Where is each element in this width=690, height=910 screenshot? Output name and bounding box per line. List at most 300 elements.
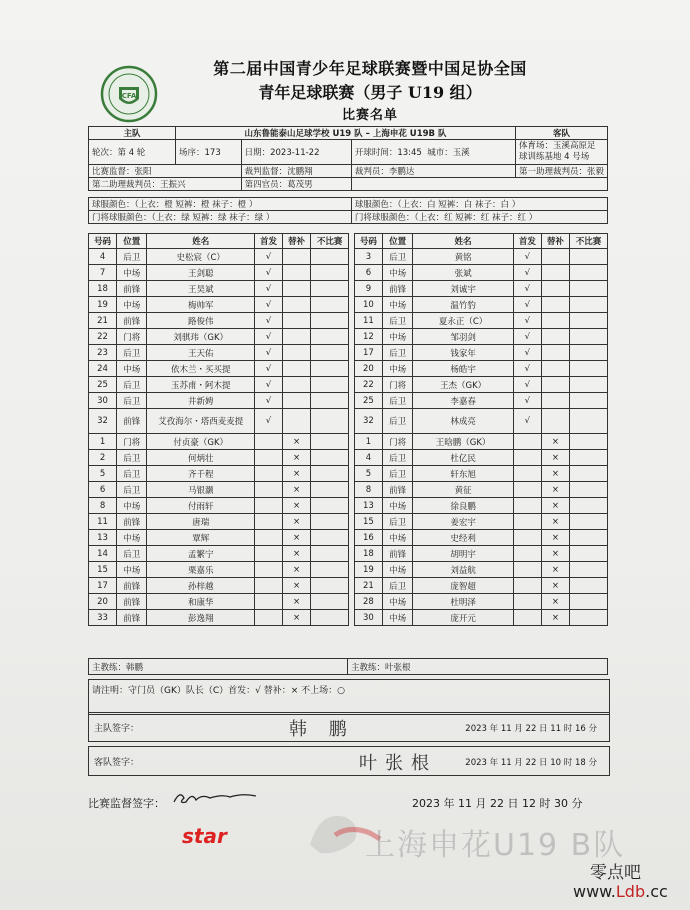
sub-mark: × bbox=[541, 482, 569, 498]
player-position: 前锋 bbox=[382, 546, 412, 562]
sub-mark: × bbox=[541, 546, 569, 562]
player-name: 徐良鹏 bbox=[413, 498, 513, 514]
player-position: 前锋 bbox=[382, 281, 412, 297]
starter-mark: √ bbox=[513, 313, 541, 329]
sub-mark bbox=[541, 345, 569, 361]
absent-mark bbox=[569, 329, 607, 345]
sub-mark: × bbox=[283, 594, 311, 610]
player-position: 后卫 bbox=[382, 450, 412, 466]
home-signature: 韩 鹏 bbox=[289, 719, 355, 740]
absent-mark bbox=[569, 345, 607, 361]
col-out: 不比赛 bbox=[311, 234, 349, 249]
player-position: 中场 bbox=[382, 610, 412, 626]
player-number: 15 bbox=[89, 562, 117, 578]
player-position: 前锋 bbox=[117, 610, 147, 626]
away-gk-kit-colors: 门将球服颜色：（上衣：红 短裤：红 袜子：红 ） bbox=[351, 211, 607, 224]
player-number: 5 bbox=[89, 466, 117, 482]
sub-mark bbox=[283, 393, 311, 409]
table-row bbox=[89, 610, 608, 626]
match-teams: 山东鲁能泰山足球学校 U19 队 – 上海申花 U19B 队 bbox=[176, 127, 516, 140]
starter-mark: √ bbox=[254, 361, 282, 377]
absent-mark bbox=[569, 281, 607, 297]
sub-mark bbox=[541, 361, 569, 377]
starter-mark bbox=[254, 466, 282, 482]
absent-mark bbox=[569, 361, 607, 377]
player-position: 后卫 bbox=[117, 482, 147, 498]
player-number: 1 bbox=[354, 434, 382, 450]
starter-mark bbox=[254, 434, 282, 450]
cfa-emblem-icon bbox=[100, 65, 158, 123]
site-url[interactable] bbox=[573, 882, 668, 901]
sub-mark: × bbox=[283, 450, 311, 466]
absent-mark bbox=[311, 562, 349, 578]
col-name: 姓名 bbox=[147, 234, 255, 249]
player-position: 中场 bbox=[382, 498, 412, 514]
player-number: 8 bbox=[89, 498, 117, 514]
sub-mark: × bbox=[283, 434, 311, 450]
player-position: 中场 bbox=[382, 329, 412, 345]
absent-mark bbox=[569, 514, 607, 530]
player-position: 中场 bbox=[117, 297, 147, 313]
starter-mark: √ bbox=[513, 281, 541, 297]
sub-mark bbox=[283, 249, 311, 265]
player-position: 中场 bbox=[117, 562, 147, 578]
sub-mark bbox=[541, 409, 569, 434]
player-name: 依木兰・买买提 bbox=[147, 361, 255, 377]
sub-mark bbox=[541, 281, 569, 297]
absent-mark bbox=[311, 498, 349, 514]
player-number: 3 bbox=[354, 249, 382, 265]
home-signature-box bbox=[88, 712, 610, 742]
player-number: 17 bbox=[354, 345, 382, 361]
sub-mark: × bbox=[283, 514, 311, 530]
absent-mark bbox=[569, 562, 607, 578]
absent-mark bbox=[311, 377, 349, 393]
starter-mark bbox=[254, 530, 282, 546]
table-row bbox=[89, 361, 608, 377]
starter-mark bbox=[513, 530, 541, 546]
starter-mark: √ bbox=[254, 313, 282, 329]
absent-mark bbox=[569, 594, 607, 610]
col-pos: 位置 bbox=[117, 234, 147, 249]
absent-mark bbox=[569, 409, 607, 434]
sub-mark: × bbox=[283, 482, 311, 498]
absent-mark bbox=[569, 466, 607, 482]
sub-mark bbox=[283, 361, 311, 377]
player-number: 32 bbox=[354, 409, 382, 434]
player-position: 后卫 bbox=[382, 578, 412, 594]
starter-mark bbox=[513, 562, 541, 578]
player-name: 杜明泽 bbox=[413, 594, 513, 610]
player-position: 中场 bbox=[382, 562, 412, 578]
starter-mark bbox=[254, 514, 282, 530]
player-name: 夏永正（C） bbox=[413, 313, 513, 329]
absent-mark bbox=[569, 297, 607, 313]
starter-mark: √ bbox=[513, 297, 541, 313]
starter-mark bbox=[513, 498, 541, 514]
venue-line-2: 球训练基地 4 号场 bbox=[518, 152, 590, 162]
starter-mark bbox=[254, 498, 282, 514]
table-row bbox=[89, 249, 608, 265]
absent-mark bbox=[569, 610, 607, 626]
player-number: 4 bbox=[354, 450, 382, 466]
player-number: 20 bbox=[89, 594, 117, 610]
player-name: 庞开元 bbox=[413, 610, 513, 626]
fourth-official: 第四官员：葛茂男 bbox=[241, 178, 351, 191]
player-position: 中场 bbox=[382, 361, 412, 377]
site-name: 零点吧 bbox=[590, 863, 641, 883]
starter-mark: √ bbox=[254, 377, 282, 393]
table-row bbox=[89, 265, 608, 281]
player-position: 门将 bbox=[382, 377, 412, 393]
sub-mark bbox=[541, 393, 569, 409]
sub-mark: × bbox=[541, 514, 569, 530]
absent-mark bbox=[311, 450, 349, 466]
starter-mark bbox=[513, 546, 541, 562]
sub-mark bbox=[541, 313, 569, 329]
starter-mark bbox=[513, 466, 541, 482]
star-brand-text: star bbox=[182, 825, 227, 847]
sub-mark: × bbox=[541, 466, 569, 482]
player-number: 19 bbox=[89, 297, 117, 313]
starter-mark bbox=[513, 578, 541, 594]
player-name: 林成亮 bbox=[413, 409, 513, 434]
col-start: 首发 bbox=[513, 234, 541, 249]
player-number: 6 bbox=[354, 265, 382, 281]
sub-mark: × bbox=[283, 498, 311, 514]
away-signature-box bbox=[88, 746, 610, 776]
site-url-prefix: www. bbox=[573, 882, 616, 901]
col-pos: 位置 bbox=[382, 234, 412, 249]
table-row bbox=[89, 393, 608, 409]
table-row bbox=[89, 482, 608, 498]
sub-mark: × bbox=[283, 466, 311, 482]
starter-mark: √ bbox=[513, 361, 541, 377]
supervisor-signature bbox=[170, 788, 260, 808]
absent-mark bbox=[311, 434, 349, 450]
player-name: 钱家年 bbox=[413, 345, 513, 361]
player-position: 前锋 bbox=[382, 482, 412, 498]
player-number: 4 bbox=[89, 249, 117, 265]
starter-mark bbox=[254, 450, 282, 466]
absent-mark bbox=[311, 530, 349, 546]
player-position: 后卫 bbox=[382, 393, 412, 409]
absent-mark bbox=[311, 578, 349, 594]
player-position: 门将 bbox=[117, 434, 147, 450]
player-number: 13 bbox=[354, 498, 382, 514]
sub-mark: × bbox=[541, 434, 569, 450]
table-row bbox=[89, 434, 608, 450]
match-number: 场序：173 bbox=[176, 140, 242, 165]
player-name: 邹羽剑 bbox=[413, 329, 513, 345]
sub-mark bbox=[283, 329, 311, 345]
sub-mark: × bbox=[541, 498, 569, 514]
starter-mark: √ bbox=[254, 265, 282, 281]
sub-mark bbox=[541, 297, 569, 313]
site-url-suffix: .cc bbox=[645, 882, 668, 901]
starter-mark: √ bbox=[254, 281, 282, 297]
sub-mark: × bbox=[283, 546, 311, 562]
player-name: 史经利 bbox=[413, 530, 513, 546]
referee: 裁判员：李鹏达 bbox=[351, 165, 515, 178]
col-num: 号码 bbox=[354, 234, 382, 249]
absent-mark bbox=[311, 313, 349, 329]
player-number: 25 bbox=[89, 377, 117, 393]
absent-mark bbox=[569, 313, 607, 329]
player-position: 前锋 bbox=[117, 281, 147, 297]
player-number: 11 bbox=[89, 514, 117, 530]
home-gk-kit-colors: 门将球服颜色：（上衣：绿 短裤：绿 袜子：绿 ） bbox=[89, 211, 352, 224]
away-signature-label: 客队签字： bbox=[94, 758, 140, 768]
sub-mark bbox=[283, 281, 311, 297]
player-number: 22 bbox=[354, 377, 382, 393]
player-number: 12 bbox=[354, 329, 382, 345]
player-number: 32 bbox=[89, 409, 117, 434]
player-number: 11 bbox=[354, 313, 382, 329]
player-position: 后卫 bbox=[382, 313, 412, 329]
home-signature-label: 主队签字： bbox=[94, 724, 140, 734]
starter-mark bbox=[513, 482, 541, 498]
absent-mark bbox=[569, 530, 607, 546]
player-number: 20 bbox=[354, 361, 382, 377]
starter-mark bbox=[254, 578, 282, 594]
player-number: 17 bbox=[89, 578, 117, 594]
sub-mark bbox=[541, 329, 569, 345]
player-name: 温竹豹 bbox=[413, 297, 513, 313]
starter-mark bbox=[254, 610, 282, 626]
table-row bbox=[89, 594, 608, 610]
player-name: 张斌 bbox=[413, 265, 513, 281]
player-position: 后卫 bbox=[117, 466, 147, 482]
sub-mark bbox=[541, 377, 569, 393]
player-position: 门将 bbox=[117, 329, 147, 345]
starter-mark: √ bbox=[513, 393, 541, 409]
absent-mark bbox=[311, 514, 349, 530]
away-team-label: 客队 bbox=[515, 127, 607, 140]
starter-mark: √ bbox=[513, 409, 541, 434]
table-row bbox=[89, 409, 608, 434]
sub-mark: × bbox=[541, 530, 569, 546]
player-name: 梅帅军 bbox=[147, 297, 255, 313]
player-number: 16 bbox=[354, 530, 382, 546]
player-number: 14 bbox=[89, 546, 117, 562]
player-name: 王晗鹏（GK） bbox=[413, 434, 513, 450]
col-start: 首发 bbox=[254, 234, 282, 249]
starter-mark: √ bbox=[254, 393, 282, 409]
sub-mark: × bbox=[541, 610, 569, 626]
starter-mark: √ bbox=[513, 249, 541, 265]
player-position: 中场 bbox=[382, 530, 412, 546]
player-name: 王杰（GK） bbox=[413, 377, 513, 393]
player-number: 18 bbox=[354, 546, 382, 562]
sub-mark: × bbox=[283, 562, 311, 578]
absent-mark bbox=[311, 393, 349, 409]
absent-mark bbox=[569, 498, 607, 514]
player-name: 刘骐玮（GK） bbox=[147, 329, 255, 345]
player-number: 18 bbox=[89, 281, 117, 297]
home-coach: 主教练：韩鹏 bbox=[89, 659, 348, 675]
starter-mark: √ bbox=[513, 265, 541, 281]
table-row bbox=[89, 546, 608, 562]
match-date: 日期：2023-11-22 bbox=[241, 140, 351, 165]
absent-mark bbox=[311, 594, 349, 610]
absent-mark bbox=[311, 466, 349, 482]
player-position: 后卫 bbox=[117, 249, 147, 265]
player-name: 马银灏 bbox=[147, 482, 255, 498]
absent-mark bbox=[569, 265, 607, 281]
player-name: 孟繁宁 bbox=[147, 546, 255, 562]
table-row bbox=[89, 297, 608, 313]
absent-mark bbox=[569, 482, 607, 498]
coaches-table bbox=[88, 658, 608, 675]
sub-mark: × bbox=[541, 562, 569, 578]
title-line-3: 比赛名单 bbox=[341, 108, 398, 123]
player-name: 何炳壮 bbox=[147, 450, 255, 466]
absent-mark bbox=[569, 450, 607, 466]
away-signature: 叶张根 bbox=[359, 753, 437, 774]
player-name: 井新娉 bbox=[147, 393, 255, 409]
player-position: 后卫 bbox=[382, 466, 412, 482]
sub-mark bbox=[541, 249, 569, 265]
absent-mark bbox=[311, 265, 349, 281]
player-position: 中场 bbox=[382, 297, 412, 313]
assistant-referee-1: 第一助理裁判员：张毅 bbox=[515, 165, 607, 178]
players-header-row bbox=[89, 234, 608, 249]
player-position: 后卫 bbox=[382, 249, 412, 265]
player-position: 中场 bbox=[382, 594, 412, 610]
table-row bbox=[89, 345, 608, 361]
watermark-text: 上海申花U19 B队 bbox=[365, 828, 626, 863]
col-sub: 替补 bbox=[283, 234, 311, 249]
player-name: 王昊斌 bbox=[147, 281, 255, 297]
player-position: 后卫 bbox=[117, 393, 147, 409]
player-name: 李嘉春 bbox=[413, 393, 513, 409]
title-line-1: 第二届中国青少年足球联赛暨中国足协全国 bbox=[213, 59, 527, 78]
starter-mark bbox=[254, 482, 282, 498]
player-number: 1 bbox=[89, 434, 117, 450]
sub-mark bbox=[283, 377, 311, 393]
player-position: 前锋 bbox=[117, 594, 147, 610]
player-number: 21 bbox=[354, 578, 382, 594]
player-number: 25 bbox=[354, 393, 382, 409]
starter-mark: √ bbox=[254, 409, 282, 434]
player-position: 中场 bbox=[117, 498, 147, 514]
player-position: 后卫 bbox=[382, 514, 412, 530]
table-row bbox=[89, 281, 608, 297]
player-number: 8 bbox=[354, 482, 382, 498]
player-position: 前锋 bbox=[117, 514, 147, 530]
player-name: 和康华 bbox=[147, 594, 255, 610]
player-number: 30 bbox=[354, 610, 382, 626]
player-name: 姜宏宇 bbox=[413, 514, 513, 530]
player-name: 路俊伟 bbox=[147, 313, 255, 329]
starter-mark: √ bbox=[513, 329, 541, 345]
player-name: 史松宸（C） bbox=[147, 249, 255, 265]
absent-mark bbox=[311, 281, 349, 297]
starter-mark bbox=[513, 594, 541, 610]
player-position: 中场 bbox=[117, 361, 147, 377]
round: 轮次：第 4 轮 bbox=[89, 140, 176, 165]
sub-mark: × bbox=[283, 578, 311, 594]
table-row bbox=[89, 562, 608, 578]
absent-mark bbox=[311, 329, 349, 345]
away-coach: 主教练：叶张根 bbox=[348, 659, 608, 675]
player-name: 玉苏甫・阿木提 bbox=[147, 377, 255, 393]
home-team-label: 主队 bbox=[89, 127, 176, 140]
starter-mark bbox=[254, 562, 282, 578]
starter-mark bbox=[513, 450, 541, 466]
player-name: 王剑聪 bbox=[147, 265, 255, 281]
player-name: 王天佑 bbox=[147, 345, 255, 361]
sub-mark bbox=[541, 265, 569, 281]
absent-mark bbox=[569, 393, 607, 409]
absent-mark bbox=[569, 578, 607, 594]
absent-mark bbox=[569, 434, 607, 450]
away-signature-time: 2023 年 11 月 22 日 10 时 18 分 bbox=[465, 758, 597, 768]
logo-text: CFA bbox=[121, 92, 137, 100]
col-out: 不比赛 bbox=[569, 234, 607, 249]
table-row bbox=[89, 498, 608, 514]
player-name: 杨皓宇 bbox=[413, 361, 513, 377]
sub-mark bbox=[283, 345, 311, 361]
player-name: 胡明宇 bbox=[413, 546, 513, 562]
title-line-2: 青年足球联赛（男子 U19 组） bbox=[258, 83, 482, 102]
absent-mark bbox=[311, 345, 349, 361]
player-name: 刘诚宇 bbox=[413, 281, 513, 297]
player-name: 刘益航 bbox=[413, 562, 513, 578]
absent-mark bbox=[311, 297, 349, 313]
player-name: 栗嘉乐 bbox=[147, 562, 255, 578]
player-position: 前锋 bbox=[117, 578, 147, 594]
sub-mark: × bbox=[541, 594, 569, 610]
supervisor-signature-label: 比赛监督签字： bbox=[88, 797, 165, 810]
player-number: 28 bbox=[354, 594, 382, 610]
players-table bbox=[88, 233, 608, 626]
starter-mark: √ bbox=[513, 345, 541, 361]
starter-mark bbox=[513, 610, 541, 626]
player-number: 24 bbox=[89, 361, 117, 377]
sub-mark: × bbox=[283, 610, 311, 626]
sub-mark bbox=[283, 297, 311, 313]
sub-mark bbox=[283, 409, 311, 434]
player-position: 后卫 bbox=[117, 546, 147, 562]
referee-supervisor: 裁判监督：沈鹏翔 bbox=[241, 165, 351, 178]
player-name: 唐瑞 bbox=[147, 514, 255, 530]
starter-mark: √ bbox=[254, 345, 282, 361]
table-row bbox=[89, 466, 608, 482]
star-brand-logo bbox=[180, 825, 260, 847]
site-url-main: Ldb bbox=[615, 882, 646, 901]
player-name: 付雨轩 bbox=[147, 498, 255, 514]
table-row bbox=[89, 450, 608, 466]
table-row bbox=[89, 377, 608, 393]
player-name: 杜亿民 bbox=[413, 450, 513, 466]
away-kit-colors: 球服颜色：（上衣：白 短裤：白 袜子：白 ） bbox=[351, 198, 607, 211]
player-name: 艾孜海尔・塔西麦麦提 bbox=[147, 409, 255, 434]
player-name: 覃辉 bbox=[147, 530, 255, 546]
city: 城市：玉溪 bbox=[427, 148, 470, 158]
player-number: 21 bbox=[89, 313, 117, 329]
absent-mark bbox=[569, 249, 607, 265]
player-number: 33 bbox=[89, 610, 117, 626]
player-number: 19 bbox=[354, 562, 382, 578]
home-kit-colors: 球服颜色：（上衣：橙 短裤：橙 袜子：橙 ） bbox=[89, 198, 352, 211]
player-position: 后卫 bbox=[382, 409, 412, 434]
player-position: 后卫 bbox=[382, 345, 412, 361]
sub-mark: × bbox=[541, 578, 569, 594]
absent-mark bbox=[311, 249, 349, 265]
player-name: 齐千程 bbox=[147, 466, 255, 482]
